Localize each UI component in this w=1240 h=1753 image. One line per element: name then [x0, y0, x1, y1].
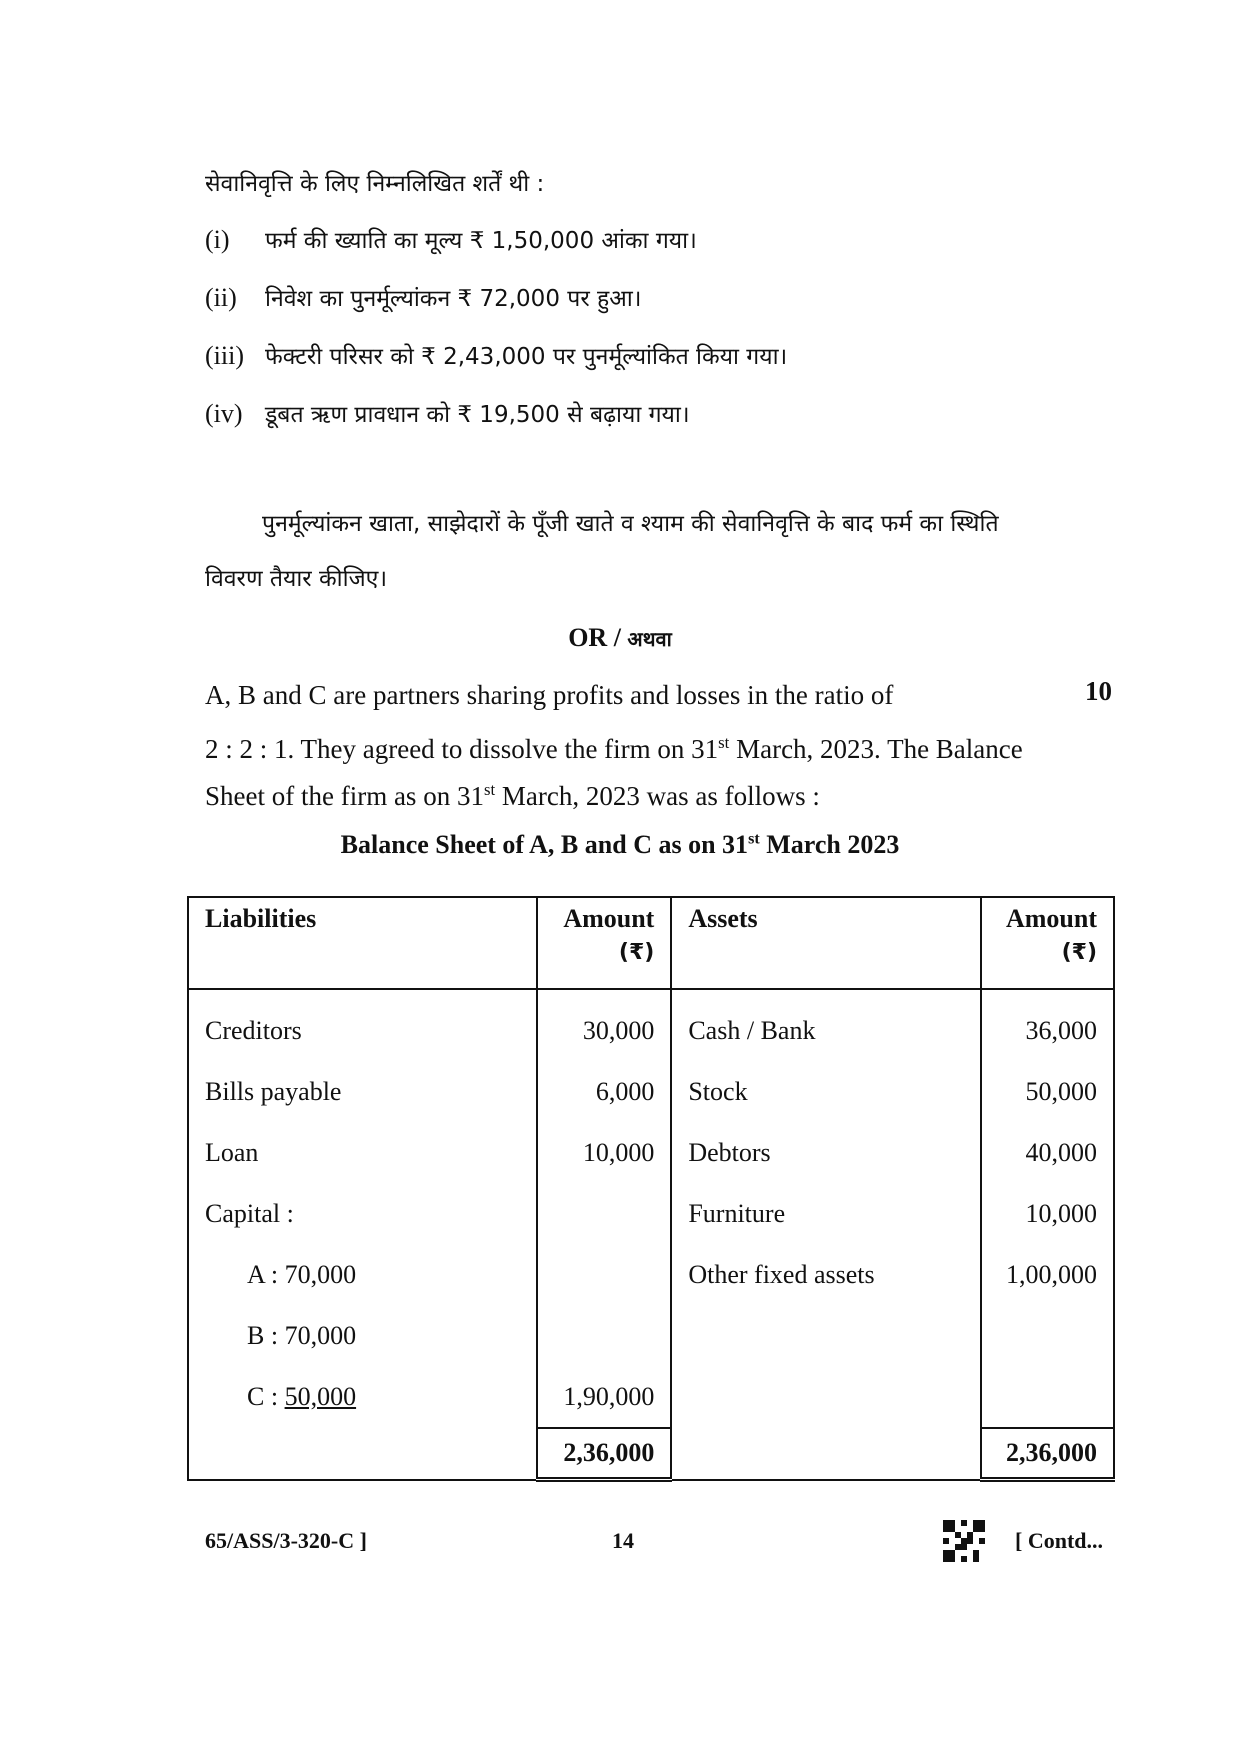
table-row [188, 1183, 1114, 1244]
asset-cell: Cash / Bank [688, 1016, 816, 1045]
total-label-spacer [188, 1428, 537, 1480]
item-number: (i) [205, 225, 230, 254]
asset-amount-cell [981, 1366, 1114, 1428]
table-row [188, 1366, 1114, 1428]
liability-cell: B : 70,000 [247, 1321, 357, 1350]
item-number: (iii) [205, 341, 244, 370]
total-label-spacer [671, 1428, 981, 1480]
liability-amount-cell: 30,000 [537, 989, 672, 1061]
question-line2 [205, 719, 1085, 773]
liabilities-total: 2,36,000 [537, 1428, 672, 1480]
liability-amount-cell [537, 1183, 672, 1244]
condition-item-2 [205, 281, 641, 319]
liability-cell: Bills payable [205, 1077, 342, 1106]
partner-label: C : [247, 1382, 285, 1411]
qr-code-icon [943, 1520, 985, 1562]
table-row [188, 1061, 1114, 1122]
table-total-row [188, 1428, 1114, 1480]
condition-item-1 [205, 223, 697, 261]
page-number: 14 [612, 1528, 634, 1553]
asset-cell: Other fixed assets [688, 1260, 875, 1289]
table-row [188, 989, 1114, 1061]
balance-sheet-title [0, 830, 1240, 860]
paper-code: 65/ASS/3-320-C ] [205, 1528, 367, 1553]
item-text: निवेश का पुनर्मूल्यांकन ₹ 72,000 पर हुआ। [265, 286, 642, 312]
asset-cell: Furniture [688, 1199, 786, 1228]
or-separator [0, 623, 1240, 653]
item-text: डूबत ऋण प्रावधान को ₹ 19,500 से बढ़ाया गया। [265, 402, 690, 428]
liability-cell: A : 70,000 [247, 1260, 357, 1289]
asset-cell [671, 1366, 981, 1428]
header-amount-unit: (₹) [618, 940, 655, 965]
or-slash: / [607, 623, 628, 652]
question-line1: A, B and C are partners sharing profits and losses in the ratio of [205, 680, 894, 710]
liability-amount-cell: 6,000 [537, 1061, 672, 1122]
continued-label: [ Contd... [1015, 1528, 1104, 1553]
hindi-instruction-line2: विवरण तैयार कीजिए। [205, 566, 388, 592]
asset-cell: Stock [688, 1077, 748, 1106]
balance-sheet-table [187, 896, 1115, 1482]
question-line3 [205, 766, 1085, 820]
header-amount-label: Amount [563, 904, 655, 933]
question-line3-text: Sheet of the firm as on 31 [205, 781, 484, 811]
header-liabilities: Liabilities [188, 897, 537, 989]
partner-capital-underlined: 50,000 [284, 1382, 357, 1411]
header-amount-label: Amount [1005, 904, 1097, 933]
item-number: (ii) [205, 283, 237, 312]
or-english: OR [568, 623, 608, 652]
question-line3-text-end: March, 2023 was as follows : [495, 781, 820, 811]
or-hindi: अथवा [627, 627, 672, 651]
header-amount-assets [981, 897, 1114, 989]
asset-amount-cell: 40,000 [981, 1122, 1114, 1183]
title-text: Balance Sheet of A, B and C as on 31 [340, 830, 749, 859]
liability-cell: Creditors [205, 1016, 302, 1045]
asset-amount-cell: 36,000 [981, 989, 1114, 1061]
header-assets: Assets [671, 897, 981, 989]
table-row [188, 1305, 1114, 1366]
table-header-row [188, 897, 1114, 989]
table-row [188, 1122, 1114, 1183]
asset-cell: Debtors [688, 1138, 771, 1167]
liability-amount-cell: 1,90,000 [537, 1366, 672, 1428]
question-line2-text-end: March, 2023. The Balance [729, 734, 1023, 764]
liability-amount-cell: 10,000 [537, 1122, 672, 1183]
question-marks: 10 [1085, 676, 1112, 706]
ordinal-suffix: st [483, 780, 496, 799]
condition-item-3 [205, 339, 787, 377]
item-text: फेक्टरी परिसर को ₹ 2,43,000 पर पुनर्मूल्यांकित किया गया। [265, 344, 788, 370]
liability-cell: Capital : [205, 1199, 294, 1228]
liability-cell [188, 1366, 537, 1428]
liability-cell: Loan [205, 1138, 259, 1167]
condition-item-4 [205, 397, 690, 435]
ordinal-suffix: st [748, 830, 760, 848]
asset-amount-cell: 1,00,000 [981, 1244, 1114, 1305]
hindi-instruction-line1: पुनर्मूल्यांकन खाता, साझेदारों के पूँजी खाते व श्याम की सेवानिवृत्ति के बाद फर्म का स्थिति [262, 511, 999, 537]
liability-amount-cell [537, 1244, 672, 1305]
ordinal-suffix: st [718, 733, 730, 752]
header-amount-unit: (₹) [1061, 940, 1097, 965]
item-text: फर्म की ख्याति का मूल्य ₹ 1,50,000 आंका गया। [265, 228, 697, 254]
title-text-end: March 2023 [759, 830, 900, 859]
asset-cell [671, 1305, 981, 1366]
item-number: (iv) [205, 399, 243, 428]
asset-amount-cell [981, 1305, 1114, 1366]
assets-total: 2,36,000 [981, 1428, 1114, 1480]
asset-amount-cell: 10,000 [981, 1183, 1114, 1244]
question-line2-text: 2 : 2 : 1. They agreed to dissolve the firm on 31 [205, 734, 719, 764]
asset-amount-cell: 50,000 [981, 1061, 1114, 1122]
table-row [188, 1244, 1114, 1305]
hindi-intro: सेवानिवृत्ति के लिए निम्नलिखित शर्तें थी : [205, 171, 545, 197]
liability-amount-cell [537, 1305, 672, 1366]
header-amount-liabilities [537, 897, 672, 989]
